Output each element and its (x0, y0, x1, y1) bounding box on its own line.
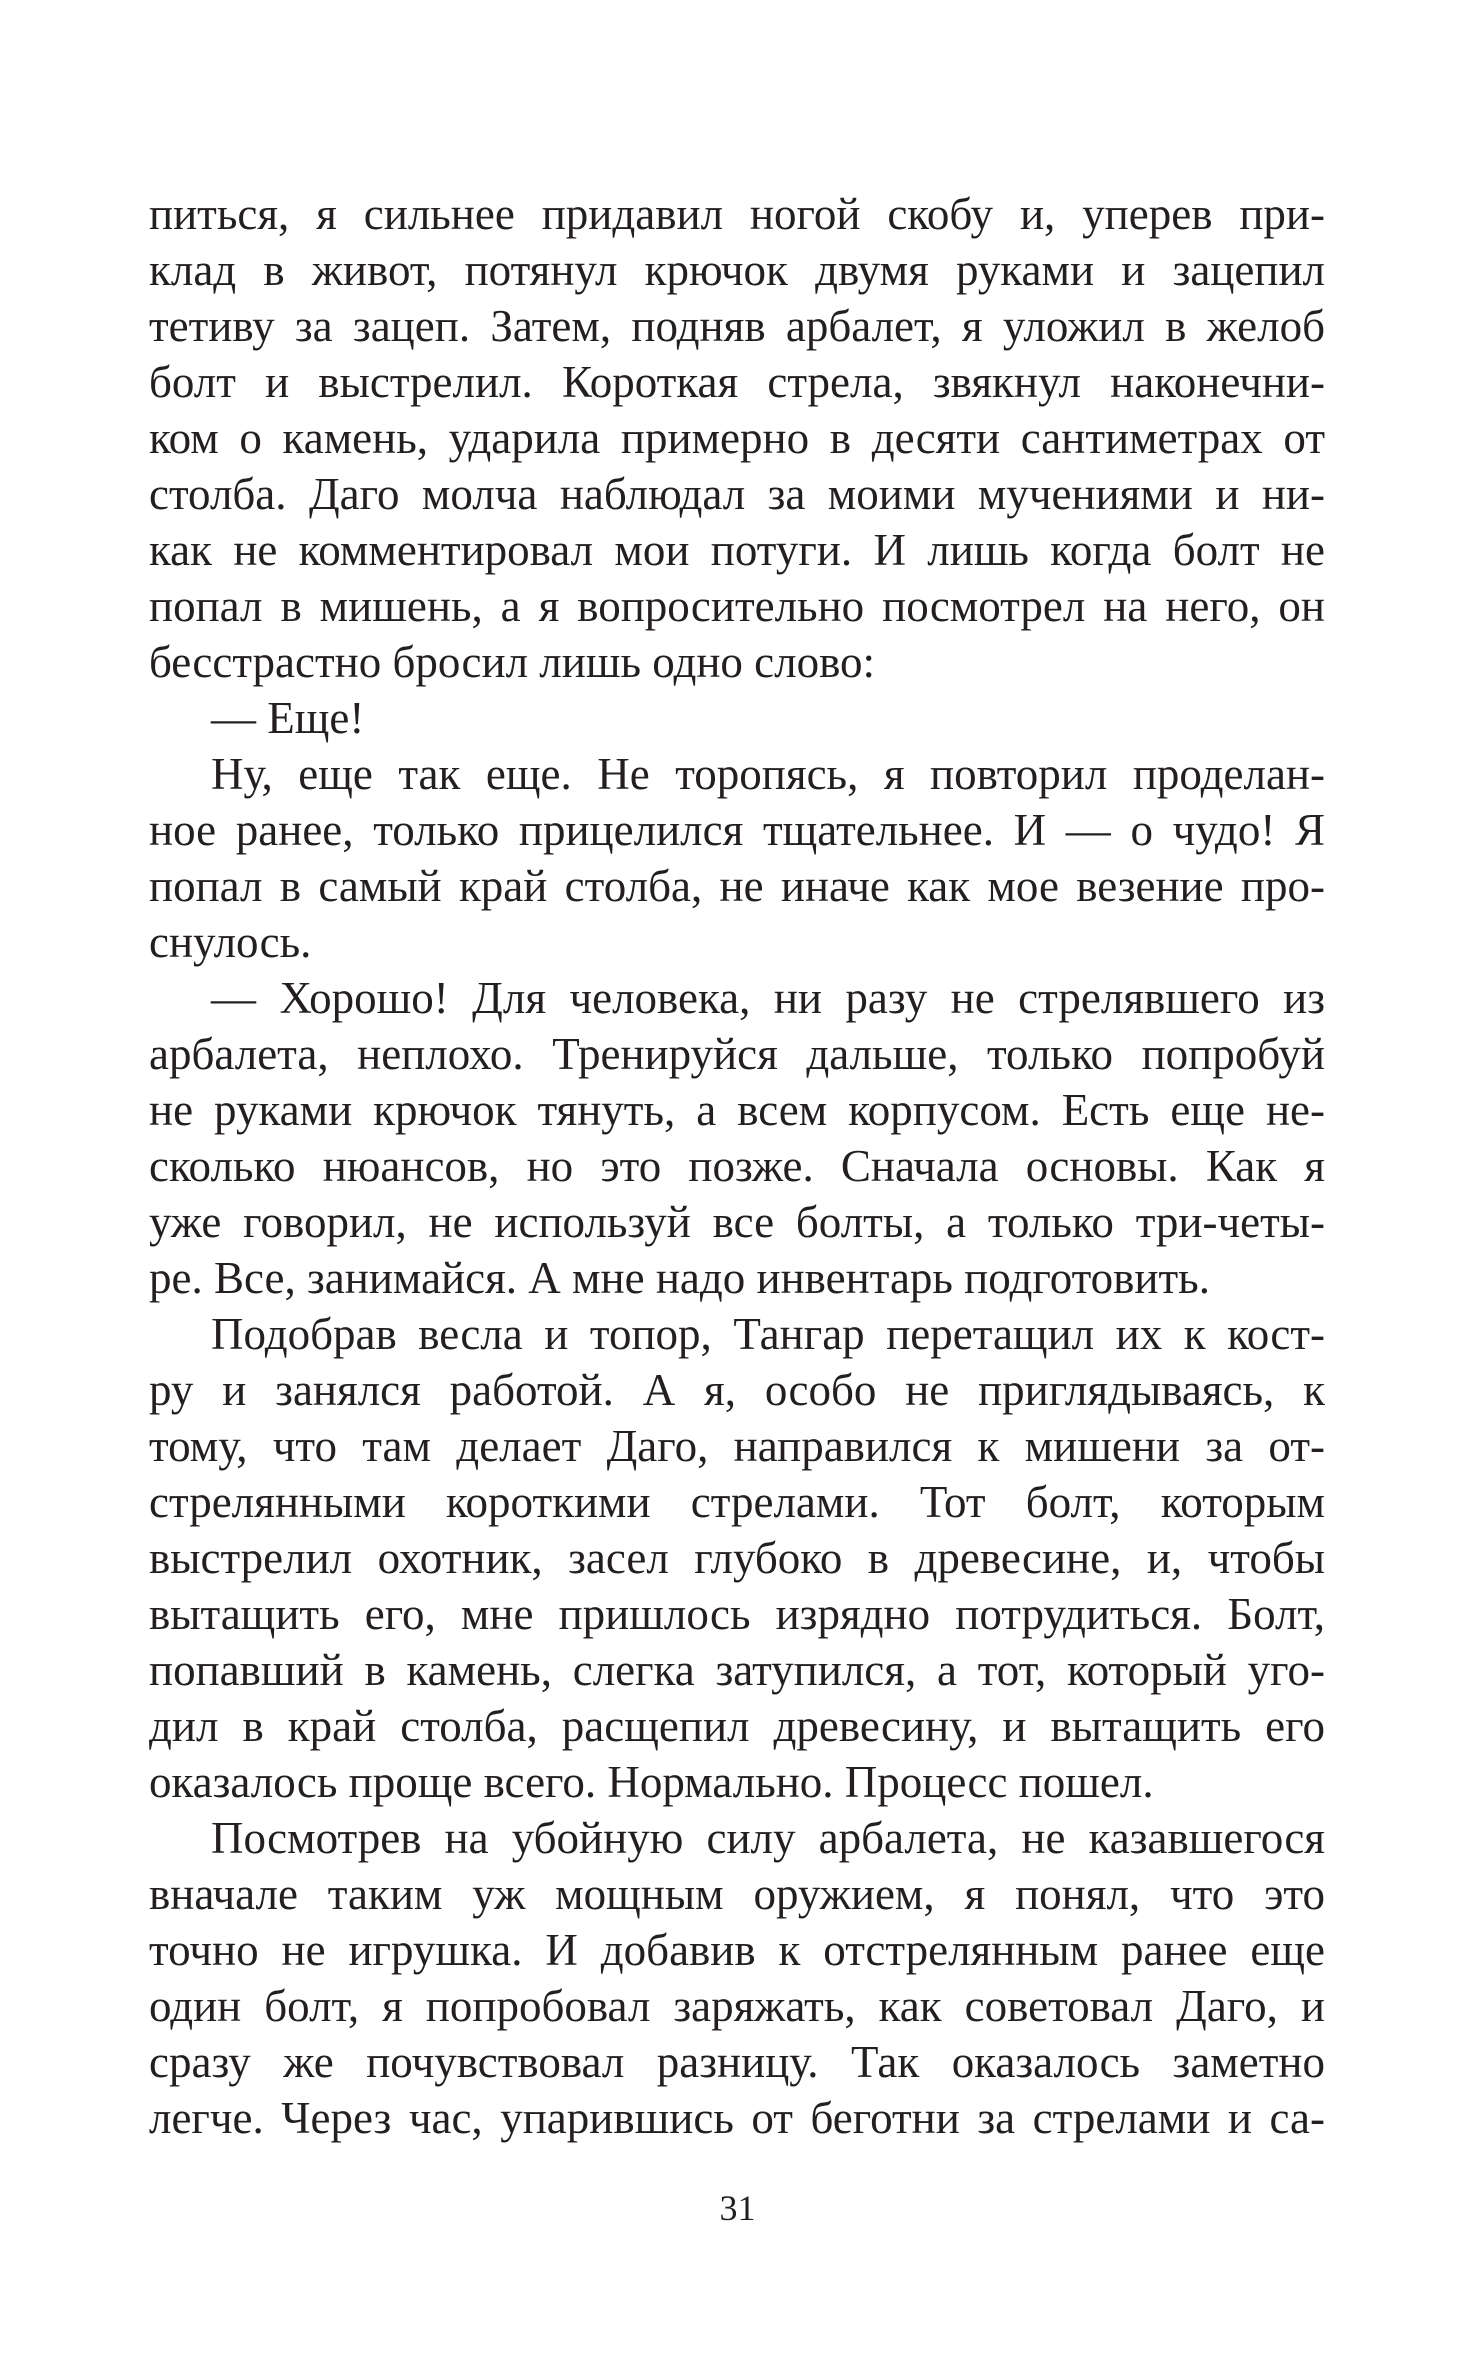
text-line: болт и выстрелил. Короткая стрела, звякнул наконечни- (149, 357, 1325, 407)
text-line: точно не игрушка. И добавив к отстрелянным ранее еще (149, 1925, 1325, 1975)
text-line: попал в самый край столба, не иначе как мое везение про- (149, 861, 1325, 911)
text-line: арбалета, неплохо. Тренируйся дальше, только попробуй (149, 1029, 1325, 1079)
text-line: питься, я сильнее придавил ногой скобу и, уперев при- (149, 189, 1325, 239)
text-line: вытащить его, мне пришлось изрядно потрудиться. Болт, (149, 1589, 1325, 1639)
text-line: не руками крючок тянуть, а всем корпусом. Есть еще не- (149, 1085, 1325, 1135)
text-line: Ну, еще так еще. Не торопясь, я повторил проделан- (211, 749, 1325, 799)
text-line: ное ранее, только прицелился тщательнее. И — о чудо! Я (149, 805, 1325, 855)
text-line: сколько нюансов, но это позже. Сначала основы. Как я (149, 1141, 1325, 1191)
text-line: стрелянными короткими стрелами. Тот болт, которым (149, 1477, 1325, 1527)
text-line: попавший в камень, слегка затупился, а тот, который уго- (149, 1645, 1325, 1695)
text-line: ру и занялся работой. А я, особо не приглядываясь, к (149, 1365, 1325, 1415)
text-line: уже говорил, не используй все болты, а только три-четы- (149, 1197, 1325, 1247)
text-line: один болт, я попробовал заряжать, как советовал Даго, и (149, 1981, 1325, 2031)
text-line: — Хорошо! Для человека, ни разу не стрелявшего из (211, 973, 1325, 1023)
text-line: Посмотрев на убойную силу арбалета, не казавшегося (211, 1813, 1325, 1863)
text-line: Подобрав весла и топор, Тангар перетащил их к кост- (211, 1309, 1325, 1359)
text-line: попал в мишень, а я вопросительно посмотрел на него, он (149, 581, 1325, 631)
text-line: сразу же почувствовал разницу. Так оказалось заметно (149, 2037, 1325, 2087)
text-line: выстрелил охотник, засел глубоко в древесине, и, чтобы (149, 1533, 1325, 1583)
text-line: ком о камень, ударила примерно в десяти сантиметрах от (149, 413, 1325, 463)
text-line: ре. Все, занимайся. А мне надо инвентарь подготовить. (149, 1253, 1210, 1303)
text-line: оказалось проще всего. Нормально. Процесс пошел. (149, 1757, 1154, 1807)
text-line: дил в край столба, расщепил древесину, и вытащить его (149, 1701, 1325, 1751)
text-line: легче. Через час, упарившись от беготни за стрелами и са- (149, 2093, 1325, 2143)
text-line: снулось. (149, 917, 312, 967)
text-line: бесстрастно бросил лишь одно слово: (149, 637, 876, 687)
text-line: — Еще! (211, 693, 365, 743)
text-line: тому, что там делает Даго, направился к мишени за от- (149, 1421, 1325, 1471)
text-line: тетиву за зацеп. Затем, подняв арбалет, я уложил в желоб (149, 301, 1325, 351)
page-number: 31 (719, 2188, 756, 2228)
text-line: столба. Даго молча наблюдал за моими мучениями и ни- (149, 469, 1325, 519)
text-line: вначале таким уж мощным оружием, я понял, что это (149, 1869, 1325, 1919)
page-text (149, 186, 1325, 2146)
text-line: клад в живот, потянул крючок двумя руками и зацепил (149, 245, 1325, 295)
text-line: как не комментировал мои потуги. И лишь когда болт не (149, 525, 1325, 575)
